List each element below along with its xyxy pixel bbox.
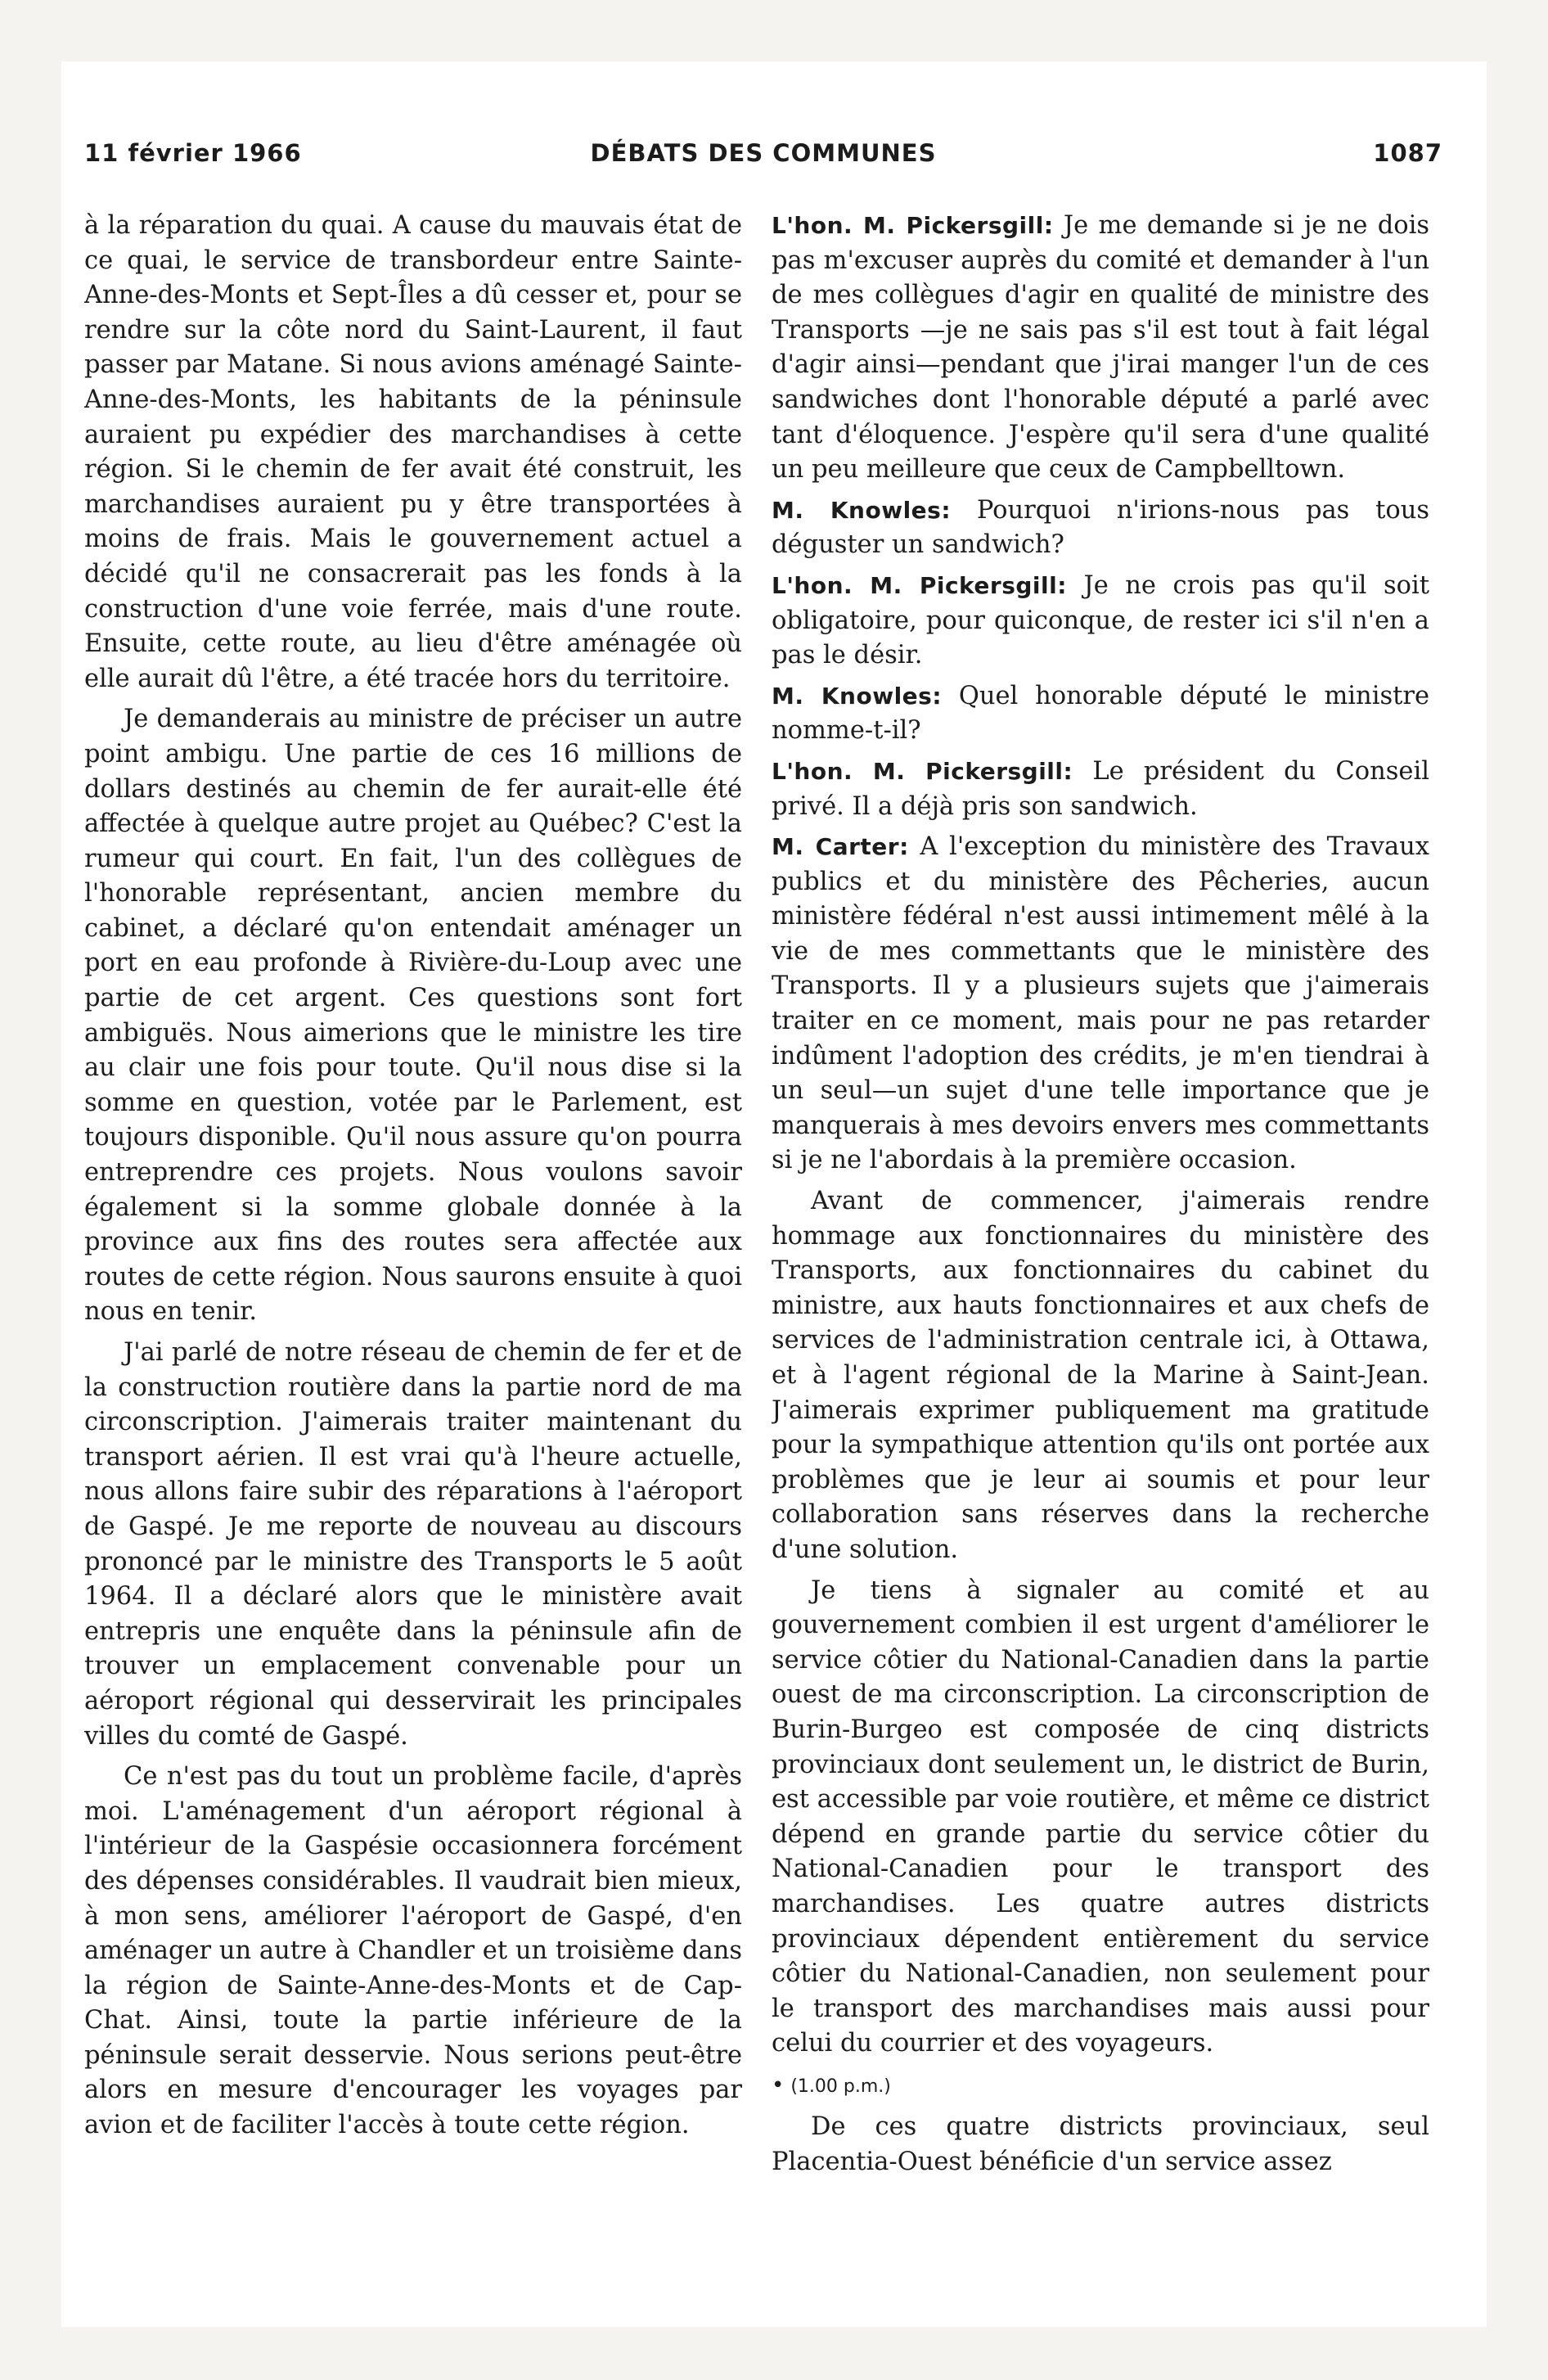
- exchange-4: [772, 679, 1429, 749]
- header-title: DÉBATS DES COMMUNES: [590, 139, 937, 167]
- right-closing-paragraph: De ces quatre districts provinciaux, seul Placentia-Ouest bénéficie d'un service assez: [772, 2112, 1429, 2177]
- speech-text: Pourquoi n'irions-nous pas tous déguster un sandwich?: [772, 495, 1429, 560]
- speaker-name: M. Knowles:: [772, 682, 943, 710]
- page-header: [84, 139, 1442, 180]
- right-paragraph-1: Avant de commencer, j'aimerais rendre hommage aux fonctionnaires du ministère des Transports, aux fonctionnaires du cabinet du ministre, aux hauts fonctionnaires et aux chefs de services de l'administration centrale ici, à Ottawa, et à l'agent régional de la Marine à Saint-Jean. J'aimerais exprimer publiquement ma gratitude pour la sympathique attention qu'ils ont portée aux problèmes que je leur ai soumis et pour leur collaboration sans réserves dans la recherche d'une solution.: [772, 1187, 1429, 1564]
- speech-text: Le président du Conseil privé. Il a déjà pris son sandwich.: [772, 756, 1429, 821]
- speech-text: Je me demande si je ne dois pas m'excuser auprès du comité et demander à l'un de mes collègues d'agir en qualité de ministre des Transports —je ne sais pas s'il est tout à fait légal d'agir ainsi—pendant que j'irai manger l'un de ces sandwiches dont l'honorable député a parlé avec tant d'éloquence. J'espère qu'il sera d'une qualité un peu meilleure que ceux de Campbelltown.: [772, 211, 1429, 485]
- exchange-5: [772, 755, 1429, 824]
- speech-text: A l'exception du ministère des Travaux publics et du ministère des Pêcheries, aucun ministère fédéral n'est aussi intimement mêlé à la vie de mes commettants que le ministère des Transports. Il y a plusieurs sujets que j'aimerais traiter en ce moment, mais pour ne pas retarder indûment l'adoption des crédits, je m'en tiendrai à un seul—un sujet d'une telle importance que je manquerais à mes devoirs envers mes commettants si je ne l'abordais à la première occasion.: [772, 832, 1429, 1175]
- left-paragraph-3: J'ai parlé de notre réseau de chemin de fer et de la construction routière dans la partie nord de ma circonscription. J'aimerais traiter maintenant du transport aérien. Il est vrai qu'à l'heure actuelle, nous allons faire subir des réparations à l'aéroport de Gaspé. Je me reporte de nouveau au discours prononcé par le ministre des Transports le 5 août 1964. Il a déclaré alors que le ministère avait entrepris une enquête dans la péninsule afin de trouver un emplacement convenable pour un aéroport régional qui desservirait les principales villes du comté de Gaspé.: [84, 1338, 742, 1751]
- right-paragraph-2: Je tiens à signaler au comité et au gouvernement combien il est urgent d'améliorer le service côtier du National-Canadien dans la partie ouest de ma circonscription. La circonscription de Burin-Burgeo est composée de cinq districts provinciaux dont seulement un, le district de Burin, est accessible par voie routière, et même ce district dépend en grande partie du service côtier du National-Canadien pour le transport des marchandises. Les quatre autres districts provinciaux dépendent entièrement du service côtier du National-Canadien, non seulement pour le transport des marchandises mais aussi pour celui du courrier et des voyageurs.: [772, 1575, 1429, 2058]
- speech-text: Quel honorable député le ministre nomme-t-il?: [772, 681, 1429, 746]
- speaker-name: L'hon. M. Pickersgill:: [772, 571, 1067, 599]
- speaker-name: M. Carter:: [772, 833, 909, 861]
- left-paragraph-1: à la réparation du quai. A cause du mauvais état de ce quai, le service de transbordeur entre Sainte-Anne-des-Monts et Sept-Îles a dû cesser et, pour se rendre sur la côte nord du Saint-Laurent, il faut passer par Matane. Si nous avions aménagé Sainte-Anne-des-Monts, les habitants de la péninsule auraient pu expédier des marchandises à cette région. Si le chemin de fer avait été construit, les marchandises auraient pu y être transportées à moins de frais. Mais le gouvernement actuel a décidé qu'il ne consacrerait pas les fonds à la construction d'une voie ferrée, mais d'une route. Ensuite, cette route, au lieu d'être aménagée où elle aurait dû l'être, a été tracée hors du territoire.: [84, 211, 742, 693]
- time-marker: (1.00 p.m.): [790, 2076, 891, 2097]
- exchange-6: [772, 830, 1429, 1179]
- speaker-name: M. Knowles:: [772, 496, 952, 524]
- bullet-icon: •: [772, 2072, 785, 2098]
- left-column: [84, 209, 742, 2189]
- speaker-name: L'hon. M. Pickersgill:: [772, 757, 1073, 785]
- left-paragraph-4: Ce n'est pas du tout un problème facile, d'après moi. L'aménagement d'un aéroport régional à l'intérieur de la Gaspésie occasionnera forcément des dépenses considérables. Il vaudrait bien mieux, à mon sens, améliorer l'aéroport de Gaspé, d'en aménager un autre à Chandler et un troisième dans la région de Sainte-Anne-des-Monts et de Cap-Chat. Ainsi, toute la partie inférieure de la péninsule serait desservie. Nous serions peut-être alors en mesure d'encourager les voyages par avion et de faciliter l'accès à toute cette région.: [84, 1762, 742, 2140]
- left-paragraph-2: Je demanderais au ministre de préciser un autre point ambigu. Une partie de ces 16 millions de dollars destinés au chemin de fer aurait-elle été affectée à quelque autre projet au Québec? C'est la rumeur qui court. En fait, l'un des collègues de l'honorable représentant, ancien membre du cabinet, a déclaré qu'on entendait aménager un port en eau profonde à Rivière-du-Loup avec une partie de cet argent. Ces questions sont fort ambiguës. Nous aimerions que le ministre les tire au clair une fois pour toute. Qu'il nous dise si la somme en question, votée par le Parlement, est toujours disponible. Qu'il nous assure qu'on pourra entreprendre ces projets. Nous voulons savoir également si la somme globale donnée à la province aux fins des routes sera affectée aux routes de cette région. Nous saurons ensuite à quoi nous en tenir.: [84, 705, 742, 1327]
- header-date: 11 février 1966: [84, 139, 302, 167]
- header-page-number: 1087: [1373, 139, 1442, 167]
- right-column: [772, 209, 1429, 2189]
- exchange-3: [772, 569, 1429, 674]
- exchange-2: [772, 494, 1429, 563]
- speaker-name: L'hon. M. Pickersgill:: [772, 212, 1054, 239]
- exchange-1: [772, 209, 1429, 488]
- time-marker-line: [772, 2067, 1429, 2105]
- speech-text: Je ne crois pas qu'il soit obligatoire, pour quiconque, de rester ici s'il n'en a pas le désir.: [772, 570, 1429, 670]
